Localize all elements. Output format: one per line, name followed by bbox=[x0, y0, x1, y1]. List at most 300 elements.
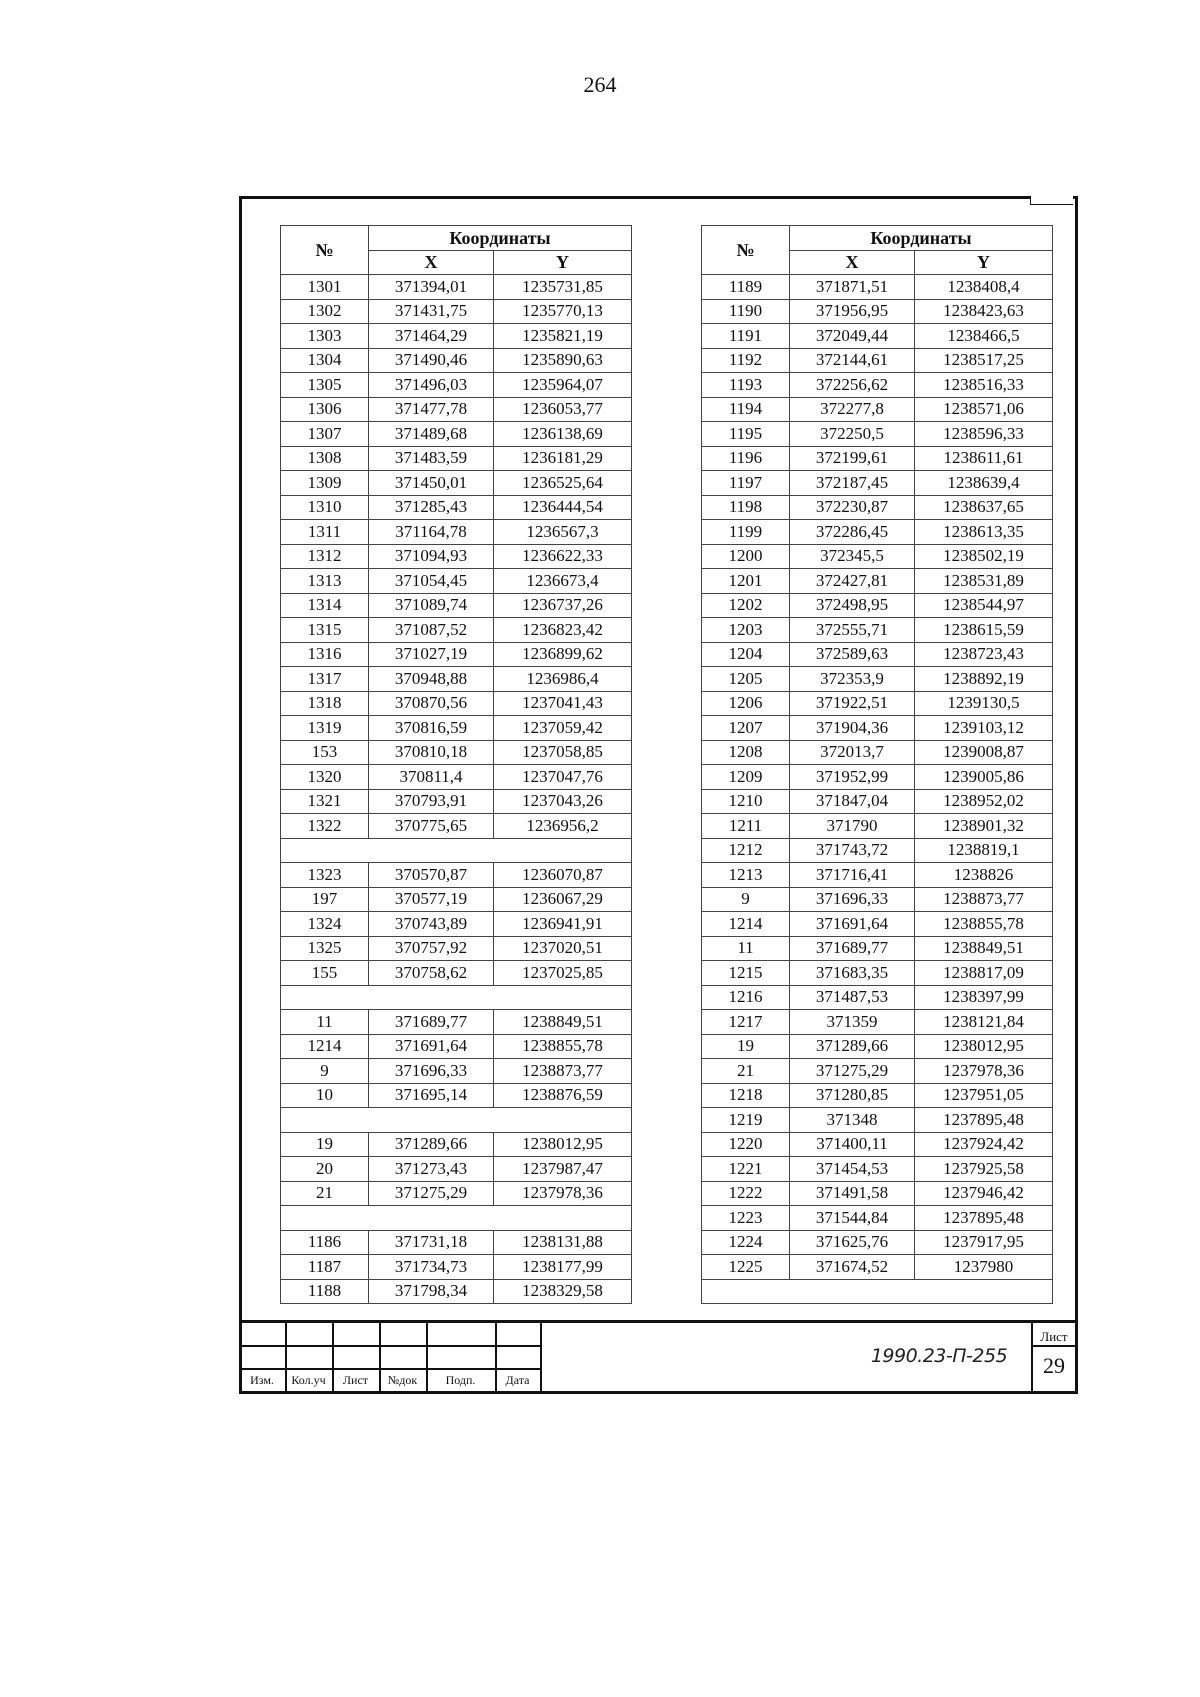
y-coordinate-cell: 1237917,95 bbox=[915, 1230, 1053, 1255]
x-coordinate-cell: 372013,7 bbox=[790, 740, 915, 765]
y-coordinate-cell: 1235964,07 bbox=[494, 373, 632, 398]
x-coordinate-cell: 372256,62 bbox=[790, 373, 915, 398]
point-number-cell: 1216 bbox=[702, 985, 790, 1010]
header-coordinates: Координаты bbox=[369, 226, 632, 251]
empty-cell bbox=[281, 838, 632, 863]
point-number-cell: 1214 bbox=[281, 1034, 369, 1059]
point-number-cell: 11 bbox=[281, 1010, 369, 1035]
x-coordinate-cell: 372345,5 bbox=[790, 544, 915, 569]
header-coordinates: Координаты bbox=[790, 226, 1053, 251]
x-coordinate-cell: 371790 bbox=[790, 814, 915, 839]
table-row bbox=[702, 569, 1053, 594]
x-coordinate-cell: 370810,18 bbox=[369, 740, 494, 765]
point-number-cell: 1215 bbox=[702, 961, 790, 986]
x-coordinate-cell: 371691,64 bbox=[790, 912, 915, 937]
y-coordinate-cell: 1235821,19 bbox=[494, 324, 632, 349]
coordinates-table-right bbox=[701, 225, 1053, 1304]
point-number-cell: 1196 bbox=[702, 446, 790, 471]
table-row bbox=[702, 863, 1053, 888]
x-coordinate-cell: 372277,8 bbox=[790, 397, 915, 422]
point-number-cell: 1199 bbox=[702, 520, 790, 545]
x-coordinate-cell: 371695,14 bbox=[369, 1083, 494, 1108]
point-number-cell: 1321 bbox=[281, 789, 369, 814]
y-coordinate-cell: 1236067,29 bbox=[494, 887, 632, 912]
point-number-cell: 1208 bbox=[702, 740, 790, 765]
table-row bbox=[281, 887, 632, 912]
point-number-cell: 1319 bbox=[281, 716, 369, 741]
point-number-cell: 1313 bbox=[281, 569, 369, 594]
x-coordinate-cell: 370816,59 bbox=[369, 716, 494, 741]
table-row bbox=[702, 1206, 1053, 1231]
point-number-cell: 1225 bbox=[702, 1255, 790, 1280]
empty-cell bbox=[281, 985, 632, 1010]
point-number-cell: 19 bbox=[281, 1132, 369, 1157]
table-row bbox=[702, 691, 1053, 716]
table-row bbox=[281, 667, 632, 692]
table-row bbox=[702, 495, 1053, 520]
table-row bbox=[702, 446, 1053, 471]
y-coordinate-cell: 1237043,26 bbox=[494, 789, 632, 814]
table-row bbox=[281, 1083, 632, 1108]
point-number-cell: 1191 bbox=[702, 324, 790, 349]
table-row bbox=[702, 275, 1053, 300]
y-coordinate-cell: 1238952,02 bbox=[915, 789, 1053, 814]
y-coordinate-cell: 1236673,4 bbox=[494, 569, 632, 594]
left-table-body bbox=[281, 275, 632, 1304]
header-x: X bbox=[369, 250, 494, 275]
point-number-cell: 1200 bbox=[702, 544, 790, 569]
table-row bbox=[702, 593, 1053, 618]
y-coordinate-cell: 1238819,1 bbox=[915, 838, 1053, 863]
y-coordinate-cell: 1237987,47 bbox=[494, 1157, 632, 1182]
table-row bbox=[702, 1034, 1053, 1059]
y-coordinate-cell: 1237978,36 bbox=[915, 1059, 1053, 1084]
x-coordinate-cell: 372144,61 bbox=[790, 348, 915, 373]
point-number-cell: 1186 bbox=[281, 1230, 369, 1255]
x-coordinate-cell: 371689,77 bbox=[790, 936, 915, 961]
y-coordinate-cell: 1238873,77 bbox=[915, 887, 1053, 912]
right-table-body bbox=[702, 275, 1053, 1304]
x-coordinate-cell: 371847,04 bbox=[790, 789, 915, 814]
point-number-cell: 1220 bbox=[702, 1132, 790, 1157]
y-coordinate-cell: 1238516,33 bbox=[915, 373, 1053, 398]
table-row bbox=[702, 373, 1053, 398]
point-number-cell: 1309 bbox=[281, 471, 369, 496]
point-number-cell: 10 bbox=[281, 1083, 369, 1108]
table-row bbox=[702, 397, 1053, 422]
y-coordinate-cell: 1236444,54 bbox=[494, 495, 632, 520]
x-coordinate-cell: 371683,35 bbox=[790, 961, 915, 986]
table-row bbox=[702, 1108, 1053, 1133]
point-number-cell: 1194 bbox=[702, 397, 790, 422]
table-row bbox=[281, 789, 632, 814]
x-coordinate-cell: 370757,92 bbox=[369, 936, 494, 961]
x-coordinate-cell: 371087,52 bbox=[369, 618, 494, 643]
point-number-cell: 1301 bbox=[281, 275, 369, 300]
y-coordinate-cell: 1235770,13 bbox=[494, 299, 632, 324]
point-number-cell: 1318 bbox=[281, 691, 369, 716]
point-number-cell: 1320 bbox=[281, 765, 369, 790]
x-coordinate-cell: 371094,93 bbox=[369, 544, 494, 569]
y-coordinate-cell: 1238817,09 bbox=[915, 961, 1053, 986]
table-row bbox=[281, 642, 632, 667]
label-change: Изм. bbox=[250, 1373, 274, 1387]
point-number-cell: 1317 bbox=[281, 667, 369, 692]
point-number-cell: 9 bbox=[702, 887, 790, 912]
x-coordinate-cell: 371691,64 bbox=[369, 1034, 494, 1059]
table-row bbox=[702, 1279, 1053, 1304]
stamp-divider bbox=[540, 1323, 542, 1392]
table-row bbox=[281, 544, 632, 569]
table-row bbox=[281, 275, 632, 300]
x-coordinate-cell: 371394,01 bbox=[369, 275, 494, 300]
point-number-cell: 1213 bbox=[702, 863, 790, 888]
table-row bbox=[281, 495, 632, 520]
y-coordinate-cell: 1238613,35 bbox=[915, 520, 1053, 545]
table-row bbox=[281, 1181, 632, 1206]
y-coordinate-cell: 1238121,84 bbox=[915, 1010, 1053, 1035]
table-row bbox=[281, 1206, 632, 1231]
empty-cell bbox=[281, 1108, 632, 1133]
y-coordinate-cell: 1236899,62 bbox=[494, 642, 632, 667]
point-number-cell: 153 bbox=[281, 740, 369, 765]
x-coordinate-cell: 371089,74 bbox=[369, 593, 494, 618]
table-row bbox=[702, 422, 1053, 447]
x-coordinate-cell: 371674,52 bbox=[790, 1255, 915, 1280]
y-coordinate-cell: 1238873,77 bbox=[494, 1059, 632, 1084]
x-coordinate-cell: 371054,45 bbox=[369, 569, 494, 594]
point-number-cell: 1314 bbox=[281, 593, 369, 618]
point-number-cell: 1325 bbox=[281, 936, 369, 961]
y-coordinate-cell: 1238329,58 bbox=[494, 1279, 632, 1304]
x-coordinate-cell: 371904,36 bbox=[790, 716, 915, 741]
x-coordinate-cell: 370811,4 bbox=[369, 765, 494, 790]
table-row bbox=[281, 324, 632, 349]
table-row bbox=[702, 740, 1053, 765]
y-coordinate-cell: 1237978,36 bbox=[494, 1181, 632, 1206]
y-coordinate-cell: 1238849,51 bbox=[915, 936, 1053, 961]
y-coordinate-cell: 1236053,77 bbox=[494, 397, 632, 422]
y-coordinate-cell: 1238901,32 bbox=[915, 814, 1053, 839]
y-coordinate-cell: 1237895,48 bbox=[915, 1206, 1053, 1231]
table-row bbox=[281, 1108, 632, 1133]
label-doc-no: №док bbox=[387, 1373, 418, 1387]
y-coordinate-cell: 1239005,86 bbox=[915, 765, 1053, 790]
x-coordinate-cell: 371496,03 bbox=[369, 373, 494, 398]
x-coordinate-cell: 370775,65 bbox=[369, 814, 494, 839]
point-number-cell: 1304 bbox=[281, 348, 369, 373]
table-row bbox=[281, 1034, 632, 1059]
table-row bbox=[702, 471, 1053, 496]
table-row bbox=[281, 1132, 632, 1157]
point-number-cell: 1193 bbox=[702, 373, 790, 398]
y-coordinate-cell: 1238639,4 bbox=[915, 471, 1053, 496]
point-number-cell: 1198 bbox=[702, 495, 790, 520]
x-coordinate-cell: 371359 bbox=[790, 1010, 915, 1035]
x-coordinate-cell: 371450,01 bbox=[369, 471, 494, 496]
y-coordinate-cell: 1238876,59 bbox=[494, 1083, 632, 1108]
y-coordinate-cell: 1237025,85 bbox=[494, 961, 632, 986]
table-row bbox=[702, 1255, 1053, 1280]
point-number-cell: 1207 bbox=[702, 716, 790, 741]
y-coordinate-cell: 1235890,63 bbox=[494, 348, 632, 373]
point-number-cell: 1323 bbox=[281, 863, 369, 888]
x-coordinate-cell: 372353,9 bbox=[790, 667, 915, 692]
table-row bbox=[702, 838, 1053, 863]
table-row bbox=[281, 422, 632, 447]
y-coordinate-cell: 1239008,87 bbox=[915, 740, 1053, 765]
point-number-cell: 1197 bbox=[702, 471, 790, 496]
y-coordinate-cell: 1238571,06 bbox=[915, 397, 1053, 422]
label-qty: Кол.уч bbox=[291, 1373, 326, 1387]
x-coordinate-cell: 370758,62 bbox=[369, 961, 494, 986]
x-coordinate-cell: 371689,77 bbox=[369, 1010, 494, 1035]
x-coordinate-cell: 371731,18 bbox=[369, 1230, 494, 1255]
point-number-cell: 1211 bbox=[702, 814, 790, 839]
stamp-row-line bbox=[239, 1345, 542, 1347]
x-coordinate-cell: 372049,44 bbox=[790, 324, 915, 349]
point-number-cell: 1324 bbox=[281, 912, 369, 937]
table-row bbox=[702, 667, 1053, 692]
y-coordinate-cell: 1238131,88 bbox=[494, 1230, 632, 1255]
point-number-cell: 21 bbox=[702, 1059, 790, 1084]
point-number-cell: 1192 bbox=[702, 348, 790, 373]
point-number-cell: 1302 bbox=[281, 299, 369, 324]
point-number-cell: 1203 bbox=[702, 618, 790, 643]
point-number-cell: 1221 bbox=[702, 1157, 790, 1182]
table-row bbox=[281, 618, 632, 643]
x-coordinate-cell: 371275,29 bbox=[369, 1181, 494, 1206]
y-coordinate-cell: 1238423,63 bbox=[915, 299, 1053, 324]
point-number-cell: 1222 bbox=[702, 1181, 790, 1206]
y-coordinate-cell: 1236622,33 bbox=[494, 544, 632, 569]
point-number-cell: 1206 bbox=[702, 691, 790, 716]
table-row bbox=[702, 1157, 1053, 1182]
x-coordinate-cell: 371487,53 bbox=[790, 985, 915, 1010]
table-row bbox=[281, 1230, 632, 1255]
empty-cell bbox=[281, 1206, 632, 1231]
point-number-cell: 1312 bbox=[281, 544, 369, 569]
header-y: Y bbox=[494, 250, 632, 275]
point-number-cell: 1201 bbox=[702, 569, 790, 594]
x-coordinate-cell: 370743,89 bbox=[369, 912, 494, 937]
x-coordinate-cell: 371491,58 bbox=[790, 1181, 915, 1206]
table-row bbox=[702, 1059, 1053, 1084]
table-row bbox=[702, 324, 1053, 349]
y-coordinate-cell: 1238615,59 bbox=[915, 618, 1053, 643]
point-number-cell: 19 bbox=[702, 1034, 790, 1059]
x-coordinate-cell: 371696,33 bbox=[369, 1059, 494, 1084]
x-coordinate-cell: 370948,88 bbox=[369, 667, 494, 692]
x-coordinate-cell: 371489,68 bbox=[369, 422, 494, 447]
y-coordinate-cell: 1236941,91 bbox=[494, 912, 632, 937]
frame-notch bbox=[1030, 196, 1073, 205]
point-number-cell: 1307 bbox=[281, 422, 369, 447]
y-coordinate-cell: 1236823,42 bbox=[494, 618, 632, 643]
x-coordinate-cell: 372230,87 bbox=[790, 495, 915, 520]
x-coordinate-cell: 371275,29 bbox=[790, 1059, 915, 1084]
x-coordinate-cell: 371490,46 bbox=[369, 348, 494, 373]
y-coordinate-cell: 1237980 bbox=[915, 1255, 1053, 1280]
x-coordinate-cell: 371454,53 bbox=[790, 1157, 915, 1182]
table-row bbox=[702, 544, 1053, 569]
y-coordinate-cell: 1237047,76 bbox=[494, 765, 632, 790]
table-row bbox=[281, 397, 632, 422]
point-number-cell: 1210 bbox=[702, 789, 790, 814]
table-row bbox=[281, 1059, 632, 1084]
point-number-cell: 1224 bbox=[702, 1230, 790, 1255]
y-coordinate-cell: 1236138,69 bbox=[494, 422, 632, 447]
y-coordinate-cell: 1237058,85 bbox=[494, 740, 632, 765]
table-row bbox=[702, 985, 1053, 1010]
y-coordinate-cell: 1236737,26 bbox=[494, 593, 632, 618]
x-coordinate-cell: 371625,76 bbox=[790, 1230, 915, 1255]
x-coordinate-cell: 371289,66 bbox=[790, 1034, 915, 1059]
point-number-cell: 1315 bbox=[281, 618, 369, 643]
y-coordinate-cell: 1238177,99 bbox=[494, 1255, 632, 1280]
x-coordinate-cell: 371696,33 bbox=[790, 887, 915, 912]
y-coordinate-cell: 1238723,43 bbox=[915, 642, 1053, 667]
y-coordinate-cell: 1238849,51 bbox=[494, 1010, 632, 1035]
table-row bbox=[702, 716, 1053, 741]
x-coordinate-cell: 370870,56 bbox=[369, 691, 494, 716]
label-date: Дата bbox=[505, 1373, 530, 1387]
point-number-cell: 1189 bbox=[702, 275, 790, 300]
y-coordinate-cell: 1236986,4 bbox=[494, 667, 632, 692]
table-row bbox=[702, 618, 1053, 643]
table-row bbox=[702, 1230, 1053, 1255]
point-number-cell: 155 bbox=[281, 961, 369, 986]
x-coordinate-cell: 372286,45 bbox=[790, 520, 915, 545]
y-coordinate-cell: 1238517,25 bbox=[915, 348, 1053, 373]
y-coordinate-cell: 1238466,5 bbox=[915, 324, 1053, 349]
point-number-cell: 1204 bbox=[702, 642, 790, 667]
y-coordinate-cell: 1236070,87 bbox=[494, 863, 632, 888]
table-row bbox=[281, 863, 632, 888]
x-coordinate-cell: 371027,19 bbox=[369, 642, 494, 667]
point-number-cell: 11 bbox=[702, 936, 790, 961]
table-row bbox=[702, 887, 1053, 912]
sheet-number: 29 bbox=[1043, 1353, 1065, 1378]
table-row bbox=[702, 520, 1053, 545]
table-row bbox=[281, 961, 632, 986]
x-coordinate-cell: 370570,87 bbox=[369, 863, 494, 888]
point-number-cell: 9 bbox=[281, 1059, 369, 1084]
x-coordinate-cell: 371956,95 bbox=[790, 299, 915, 324]
point-number-cell: 1217 bbox=[702, 1010, 790, 1035]
y-coordinate-cell: 1235731,85 bbox=[494, 275, 632, 300]
y-coordinate-cell: 1238596,33 bbox=[915, 422, 1053, 447]
title-block bbox=[239, 1320, 1078, 1392]
x-coordinate-cell: 371348 bbox=[790, 1108, 915, 1133]
table-row bbox=[281, 814, 632, 839]
y-coordinate-cell: 1238637,65 bbox=[915, 495, 1053, 520]
y-coordinate-cell: 1238892,19 bbox=[915, 667, 1053, 692]
table-row bbox=[281, 691, 632, 716]
x-coordinate-cell: 371922,51 bbox=[790, 691, 915, 716]
point-number-cell: 1212 bbox=[702, 838, 790, 863]
point-number-cell: 1190 bbox=[702, 299, 790, 324]
table-row bbox=[702, 765, 1053, 790]
document-code: 1990.23-П-255 bbox=[870, 1345, 1008, 1367]
point-number-cell: 1316 bbox=[281, 642, 369, 667]
y-coordinate-cell: 1238012,95 bbox=[494, 1132, 632, 1157]
x-coordinate-cell: 370577,19 bbox=[369, 887, 494, 912]
x-coordinate-cell: 372250,5 bbox=[790, 422, 915, 447]
header-y: Y bbox=[915, 250, 1053, 275]
point-number-cell: 1311 bbox=[281, 520, 369, 545]
y-coordinate-cell: 1238544,97 bbox=[915, 593, 1053, 618]
table-row bbox=[702, 961, 1053, 986]
point-number-cell: 20 bbox=[281, 1157, 369, 1182]
x-coordinate-cell: 371798,34 bbox=[369, 1279, 494, 1304]
table-row bbox=[281, 1255, 632, 1280]
y-coordinate-cell: 1239130,5 bbox=[915, 691, 1053, 716]
y-coordinate-cell: 1236525,64 bbox=[494, 471, 632, 496]
point-number-cell: 1223 bbox=[702, 1206, 790, 1231]
table-row bbox=[281, 299, 632, 324]
y-coordinate-cell: 1237020,51 bbox=[494, 936, 632, 961]
label-signature: Подп. bbox=[445, 1373, 476, 1387]
table-row bbox=[702, 814, 1053, 839]
table-row bbox=[702, 912, 1053, 937]
point-number-cell: 1322 bbox=[281, 814, 369, 839]
point-number-cell: 197 bbox=[281, 887, 369, 912]
x-coordinate-cell: 371280,85 bbox=[790, 1083, 915, 1108]
table-row bbox=[702, 789, 1053, 814]
x-coordinate-cell: 372555,71 bbox=[790, 618, 915, 643]
table-row bbox=[281, 936, 632, 961]
table-row bbox=[281, 1010, 632, 1035]
label-sheet: Лист bbox=[342, 1373, 369, 1387]
y-coordinate-cell: 1237041,43 bbox=[494, 691, 632, 716]
x-coordinate-cell: 371483,59 bbox=[369, 446, 494, 471]
x-coordinate-cell: 372589,63 bbox=[790, 642, 915, 667]
x-coordinate-cell: 371743,72 bbox=[790, 838, 915, 863]
x-coordinate-cell: 371952,99 bbox=[790, 765, 915, 790]
x-coordinate-cell: 371464,29 bbox=[369, 324, 494, 349]
point-number-cell: 1214 bbox=[702, 912, 790, 937]
header-x: X bbox=[790, 250, 915, 275]
table-row bbox=[281, 446, 632, 471]
table-row bbox=[281, 471, 632, 496]
y-coordinate-cell: 1237059,42 bbox=[494, 716, 632, 741]
x-coordinate-cell: 371871,51 bbox=[790, 275, 915, 300]
table-row bbox=[702, 1132, 1053, 1157]
point-number-cell: 1188 bbox=[281, 1279, 369, 1304]
y-coordinate-cell: 1238855,78 bbox=[494, 1034, 632, 1059]
x-coordinate-cell: 371164,78 bbox=[369, 520, 494, 545]
x-coordinate-cell: 371431,75 bbox=[369, 299, 494, 324]
header-number: № bbox=[702, 226, 790, 275]
y-coordinate-cell: 1238408,4 bbox=[915, 275, 1053, 300]
page-number: 264 bbox=[583, 72, 617, 97]
y-coordinate-cell: 1237924,42 bbox=[915, 1132, 1053, 1157]
table-row bbox=[281, 593, 632, 618]
table-row bbox=[702, 1010, 1053, 1035]
y-coordinate-cell: 1238826 bbox=[915, 863, 1053, 888]
table-row bbox=[702, 348, 1053, 373]
table-row bbox=[702, 642, 1053, 667]
point-number-cell: 1187 bbox=[281, 1255, 369, 1280]
x-coordinate-cell: 371477,78 bbox=[369, 397, 494, 422]
table-row bbox=[281, 740, 632, 765]
point-number-cell: 21 bbox=[281, 1181, 369, 1206]
table-row bbox=[281, 373, 632, 398]
y-coordinate-cell: 1238855,78 bbox=[915, 912, 1053, 937]
y-coordinate-cell: 1236567,3 bbox=[494, 520, 632, 545]
coordinates-table-left bbox=[280, 225, 632, 1304]
